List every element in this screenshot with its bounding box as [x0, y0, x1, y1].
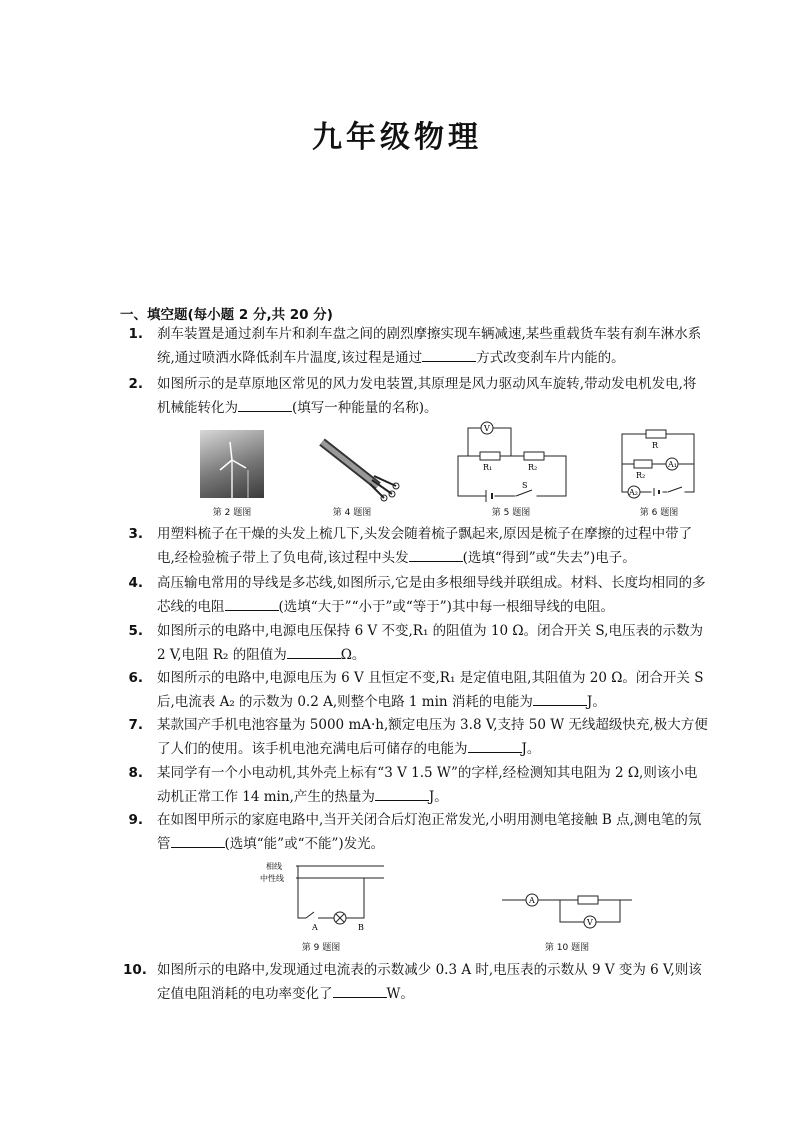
question-text: W。 [386, 986, 414, 1002]
question-number: 3. [128, 526, 143, 542]
figure-caption: 第 10 题图 [544, 943, 590, 953]
question-3 [128, 522, 773, 570]
question-1 [128, 322, 773, 370]
ammeter-label: A [529, 896, 535, 905]
question-text: 高压输电常用的导线是多芯线,如图所示,它是由多根细导线并联组成。材料、长度均相同的多 [157, 575, 706, 591]
voltmeter-label: V [587, 918, 593, 927]
question-9 [128, 808, 773, 856]
question-text: 刹车装置是通过刹车片和刹车盘之间的剧烈摩擦实现车辆减速,某些重载货车装有刹车淋水系 [157, 326, 702, 342]
question-text: J。 [428, 789, 448, 805]
question-number: 7. [128, 717, 143, 733]
question-text: 在如图甲所示的家庭电路中,当开关闭合后灯泡正常发光,小明用测电笔接触 B 点,测电笔的氖 [157, 812, 702, 828]
circuit-figure-10 [502, 890, 634, 934]
question-text: 如图所示的是草原地区常见的风力发电装置,其原理是风力驱动风车旋转,带动发电机发电,将 [157, 376, 697, 392]
question-text: J。 [586, 694, 606, 710]
voltmeter-label: V [484, 424, 490, 433]
question-text: 定值电阻消耗的电功率变化了 [157, 986, 333, 1002]
question-text: 管 [157, 836, 171, 852]
multicore-wire-figure [318, 438, 398, 500]
question-10 [123, 958, 773, 1006]
question-text: (选填“能”或“不能”)发光。 [224, 836, 385, 852]
question-6 [128, 666, 773, 714]
answer-blank[interactable] [468, 738, 522, 753]
question-8 [128, 761, 773, 809]
resistor-label: R₂ [636, 471, 646, 480]
ammeter-label: A₂ [629, 488, 638, 497]
neutral-wire-label: 中性线 [260, 874, 284, 883]
question-number: 8. [128, 765, 143, 781]
point-b-label: B [358, 923, 364, 932]
question-text: 某同学有一个小电动机,其外壳上标有“3 V 1.5 W”的字样,经检测知其电阻为 2 Ω,则该小电 [157, 765, 698, 781]
answer-blank[interactable] [287, 644, 341, 659]
question-text: (选填“大于”“小于”或“等于”)其中每一根细导线的电阻。 [278, 599, 614, 615]
figure-caption: 第 6 题图 [639, 508, 679, 518]
question-text: 芯线的电阻 [157, 599, 225, 615]
question-text: 后,电流表 A₂ 的示数为 0.2 A,则整个电路 1 min 消耗的电能为 [157, 694, 533, 710]
live-wire-label: 相线 [266, 862, 282, 871]
question-2 [128, 372, 773, 420]
figure-caption: 第 2 题图 [212, 508, 252, 518]
ammeter-label: A₁ [668, 460, 677, 469]
question-number: 2. [128, 376, 143, 392]
figure-caption: 第 4 题图 [332, 508, 372, 518]
question-text: 了人们的使用。该手机电池充满电后可储存的电能为 [157, 741, 468, 757]
question-text: 电,经检验梳子带上了负电荷,该过程中头发 [157, 550, 409, 566]
question-7 [128, 713, 773, 761]
question-text: 统,通过喷洒水降低刹车片温度,该过程是通过 [157, 350, 423, 366]
question-text: 某款国产手机电池容量为 5000 mA·h,额定电压为 3.8 V,支持 50 W 无线超级快充,极大方便 [157, 717, 708, 733]
question-text: 用塑料梳子在干燥的头发上梳几下,头发会随着梳子飘起来,原因是梳子在摩擦的过程中带了 [157, 526, 693, 542]
question-number: 4. [128, 575, 143, 591]
question-text: J。 [521, 741, 541, 757]
question-number: 1. [128, 326, 143, 342]
wind-turbine-photo [200, 430, 264, 498]
answer-blank[interactable] [238, 397, 292, 412]
resistor-label: R [652, 441, 659, 450]
question-text: Ω。 [340, 647, 366, 663]
circuit-figure-6 [620, 430, 698, 500]
question-5 [128, 619, 773, 667]
answer-blank[interactable] [375, 786, 429, 801]
question-text: 方式改变刹车片内能的。 [476, 350, 625, 366]
question-text: 动机正常工作 14 min,产生的热量为 [157, 789, 375, 805]
household-circuit-figure-9 [260, 860, 386, 932]
question-text: (填写一种能量的名称)。 [292, 400, 438, 416]
question-text: 如图所示的电路中,发现通过电流表的示数减少 0.3 A 时,电压表的示数从 9 V 变为 6 V,则该 [157, 962, 702, 978]
question-text: (选填“得到”或“失去”)电子。 [462, 550, 636, 566]
question-number: 9. [128, 812, 143, 828]
answer-blank[interactable] [171, 833, 225, 848]
circuit-figure-5 [456, 420, 568, 500]
question-text: 机械能转化为 [157, 400, 238, 416]
point-a-label: A [312, 923, 318, 932]
page-title: 九年级物理 [312, 120, 482, 155]
figure-caption: 第 5 题图 [491, 508, 531, 518]
question-text: 2 V,电阻 R₂ 的阻值为 [157, 647, 287, 663]
answer-blank[interactable] [533, 691, 587, 706]
answer-blank[interactable] [333, 983, 387, 998]
question-number: 6. [128, 670, 143, 686]
figure-caption: 第 9 题图 [301, 943, 341, 953]
question-text: 如图所示的电路中,电源电压保持 6 V 不变,R₁ 的阻值为 10 Ω。闭合开关 S,电压表的示数为 [157, 623, 703, 639]
question-number: 10. [123, 962, 147, 978]
answer-blank[interactable] [225, 596, 279, 611]
question-text: 如图所示的电路中,电源电压为 6 V 且恒定不变,R₁ 是定值电阻,其阻值为 20 Ω。闭合开关 S [157, 670, 704, 686]
resistor-label: R₁ [483, 463, 493, 472]
question-4 [128, 571, 773, 619]
switch-label: S [522, 481, 528, 490]
question-number: 5. [128, 623, 143, 639]
answer-blank[interactable] [409, 547, 463, 562]
wind-turbine-icon [200, 430, 264, 498]
section-heading: 一、填空题(每小题 2 分,共 20 分) [120, 307, 333, 323]
resistor-label: R₂ [528, 463, 538, 472]
answer-blank[interactable] [422, 347, 476, 362]
